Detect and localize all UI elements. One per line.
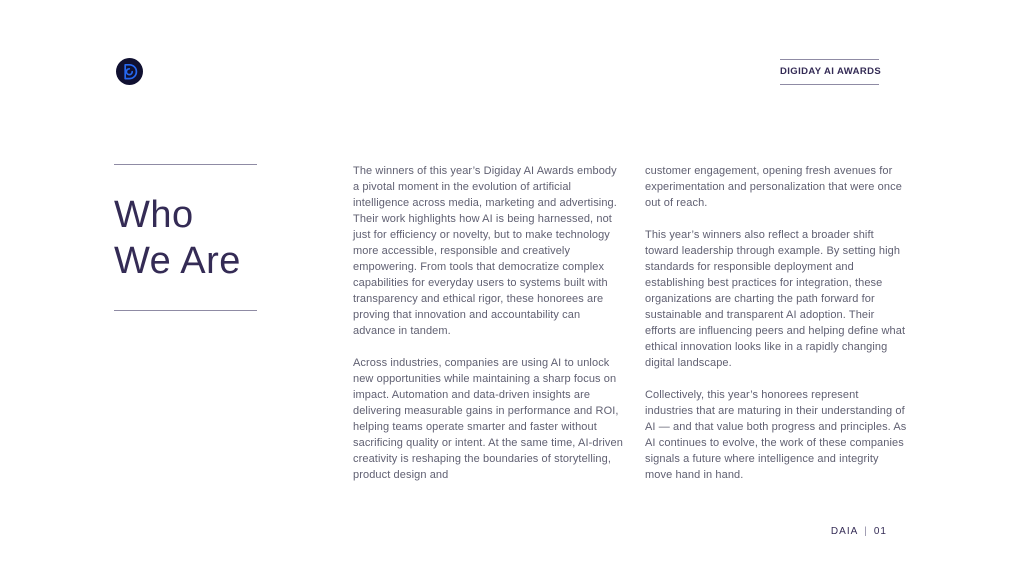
paragraph: The winners of this year’s Digiday AI Awards embody a pivotal moment in the evolution of artificial intelligence across media, marketing and advertising. Their work highlights how AI is being harnessed, not just for efficiency or novelty, but to make technology more accessible, responsible and creatively empowering. From tools that democratize complex capabilities for everyday users to systems built with transparency and ethical rigor, these honorees are proving that innovation and accountability can advance in tandem.: [353, 165, 617, 337]
page-title: [114, 192, 241, 284]
body-column-left: [353, 163, 625, 499]
digiday-logo-icon: [116, 58, 143, 85]
paragraph: Collectively, this year’s honorees represent industries that are maturing in their understanding of AI — and that value both progress and principles. As AI continues to evolve, the work of these companies signals a future where intelligence and integrity move hand in hand.: [645, 389, 907, 481]
page-footer: [831, 526, 887, 537]
footer-page-number: 01: [873, 526, 887, 537]
paragraph: This year’s winners also reflect a broader shift toward leadership through example. By setting high standards for responsible deployment and establishing best practices for integration, these organizations are charting the path forward for sustainable and transparent AI adoption. Their efforts are influencing peers and helping define what ethical innovation looks like in a rapidly changing digital landscape.: [645, 229, 906, 369]
event-label: DIGIDAY AI AWARDS: [780, 59, 879, 85]
paragraph: customer engagement, opening fresh avenues for experimentation and personalization that were once out of reach.: [645, 165, 902, 209]
page-title-line2: We Are: [114, 239, 241, 282]
digiday-logo-svg: [116, 58, 143, 85]
page-title-block: [114, 164, 257, 311]
body-column-right: [645, 163, 907, 499]
page-title-line1: Who: [114, 193, 194, 236]
footer-separator: |: [864, 526, 868, 537]
paragraph: Across industries, companies are using AI to unlock new opportunities while maintaining a sharp focus on impact. Automation and data-driven insights are delivering measurable gains in performance and ROI, helping teams operate smarter and faster without sacrificing quality or intent. At the same time, AI-driven creativity is reshaping the boundaries of storytelling, product design and: [353, 357, 623, 481]
footer-brand: DAIA: [830, 526, 859, 537]
